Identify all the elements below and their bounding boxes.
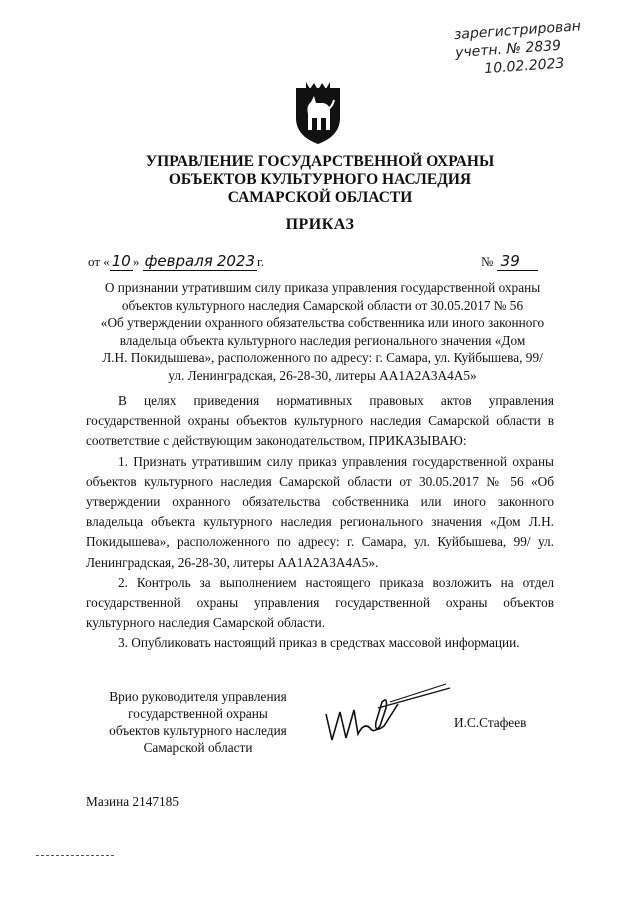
order-item-3: 3. Опубликовать настоящий приказ в средствах массовой информации.	[118, 635, 520, 651]
date-prefix: от «	[88, 254, 110, 269]
subject-line-5: Л.Н. Покидышева», расположенного по адресу: г. Самара, ул. Куйбышева, 99/	[102, 350, 543, 366]
org-line-3: САМАРСКОЙ ОБЛАСТИ	[227, 189, 413, 206]
signer-position	[92, 688, 304, 756]
signer-line-3: объектов культурного наследия	[109, 723, 287, 738]
order-item-1: 1. Признать утратившим силу приказ управления государственной охраны объектов культурного наследия Самарской области от 30.05.2017 № 56 «Об утверждении охранного обязательства собственника или иного законного владельца объекта культурного наследия регионального значения «Дом Л.Н. Покидышева», расположенного по адресу: г. Самара, ул. Куйбышева, 99/ ул. Ленинградская, 26-28-30, литеры АА1А2А3А4А5».	[86, 453, 554, 570]
signer-name: И.С.Стафеев	[454, 715, 527, 730]
order-item-2: 2. Контроль за выполнением настоящего приказа возложить на отдел государственной охраны управления государственной охраны объектов культурного наследия Самарской области.	[86, 574, 554, 631]
document-title: ПРИКАЗ	[285, 216, 355, 233]
signer-line-4: Самарской области	[143, 740, 253, 755]
signer-line-1: Врио руководителя управления	[109, 689, 287, 704]
executor-contact: Мазина 2147185	[86, 794, 179, 809]
date-suffix: г.	[257, 254, 265, 269]
order-date	[88, 252, 264, 270]
stamp-line-number: учетн. № 2839	[454, 37, 562, 62]
subject-line-6: ул. Ленинградская, 26-28-30, литеры АА1А2А3А4А5»	[168, 367, 477, 383]
coat-of-arms-icon	[290, 80, 346, 146]
subject-line-1: О признании утратившим силу приказа управления государственной охраны	[104, 280, 541, 295]
order-number	[481, 252, 538, 270]
subject-line-2: объектов культурного наследия Самарской области от 30.05.2017 № 56	[121, 297, 524, 313]
date-year: 2023	[216, 252, 256, 270]
handwritten-signature	[318, 682, 453, 744]
number-value: 39	[497, 252, 538, 271]
date-month: февраля	[144, 252, 213, 270]
org-line-1: УПРАВЛЕНИЕ ГОСУДАРСТВЕННОЙ ОХРАНЫ	[145, 153, 495, 170]
org-line-2: ОБЪЕКТОВ КУЛЬТУРНОГО НАСЛЕДИЯ	[168, 171, 472, 188]
preamble-paragraph: В целях приведения нормативных правовых актов управления государственной охраны объектов культурного наследия Самарской области в соответствие с действующим законодательством, ПРИКАЗЫВАЮ:	[86, 393, 554, 449]
order-subject	[70, 279, 575, 385]
signer-line-2: государственной охраны	[128, 706, 268, 721]
stamp-line-date: 10.02.2023	[483, 55, 565, 78]
registration-stamp	[453, 14, 631, 80]
subject-line-4: владельца объекта культурного наследия регионального значения «Дом	[119, 332, 526, 348]
organization-header	[0, 153, 640, 207]
stamp-line-registered: зарегистрирован	[453, 18, 582, 44]
date-day: 10	[111, 252, 131, 270]
date-mid: »	[132, 254, 140, 269]
order-body	[86, 391, 554, 654]
footer-divider	[36, 855, 114, 856]
number-prefix: №	[481, 254, 494, 269]
subject-line-3: «Об утверждении охранного обязательства собственника или иного законного	[100, 315, 545, 331]
